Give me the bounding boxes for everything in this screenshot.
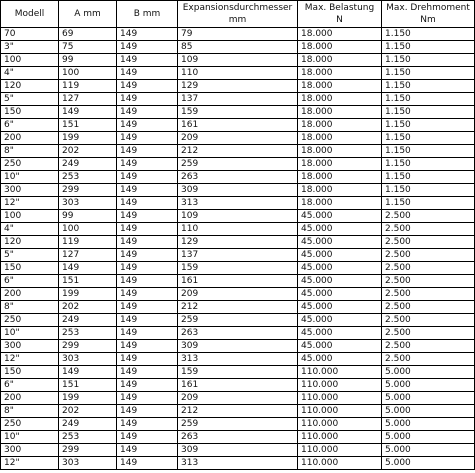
table-row (1, 288, 475, 301)
table-row (1, 405, 475, 418)
a-mm-cell: 119 (59, 236, 117, 249)
table-row (1, 80, 475, 93)
max-load-cell: 18.000 (298, 54, 382, 67)
max-load-cell: 18.000 (298, 145, 382, 158)
max-torque-cell: 2.500 (382, 210, 475, 223)
modell-cell: 300 (1, 340, 59, 353)
modell-cell: 150 (1, 366, 59, 379)
modell-cell: 8" (1, 405, 59, 418)
max-torque-cell: 2.500 (382, 236, 475, 249)
table-row (1, 171, 475, 184)
expansion-diameter-cell: 159 (178, 366, 298, 379)
b-mm-cell: 149 (117, 366, 178, 379)
max-load-cell: 45.000 (298, 353, 382, 366)
table-row (1, 353, 475, 366)
a-mm-cell: 249 (59, 158, 117, 171)
b-mm-cell: 149 (117, 288, 178, 301)
expansion-diameter-cell: 263 (178, 327, 298, 340)
max-torque-cell: 2.500 (382, 314, 475, 327)
expansion-diameter-cell: 137 (178, 249, 298, 262)
a-mm-cell: 100 (59, 223, 117, 236)
b-mm-cell: 149 (117, 431, 178, 444)
max-torque-cell: 5.000 (382, 379, 475, 392)
max-load-cell: 45.000 (298, 314, 382, 327)
modell-cell: 10" (1, 171, 59, 184)
table-row (1, 379, 475, 392)
modell-cell: 150 (1, 106, 59, 119)
header-text: Max. Drehmoment (386, 3, 470, 13)
a-mm-cell: 299 (59, 184, 117, 197)
a-mm-cell: 249 (59, 418, 117, 431)
expansion-diameter-cell: 259 (178, 314, 298, 327)
max-torque-cell: 2.500 (382, 262, 475, 275)
max-load-cell: 110.000 (298, 379, 382, 392)
max-torque-cell: 5.000 (382, 392, 475, 405)
max-load-cell: 45.000 (298, 340, 382, 353)
max-torque-cell: 5.000 (382, 431, 475, 444)
max-load-cell: 18.000 (298, 158, 382, 171)
max-load-cell: 45.000 (298, 288, 382, 301)
max-torque-cell: 1.150 (382, 158, 475, 171)
modell-cell: 250 (1, 158, 59, 171)
max-load-cell: 18.000 (298, 184, 382, 197)
max-load-cell: 110.000 (298, 405, 382, 418)
max-torque-cell: 2.500 (382, 340, 475, 353)
modell-cell: 6" (1, 379, 59, 392)
max-torque-cell: 1.150 (382, 67, 475, 80)
a-mm-cell: 299 (59, 340, 117, 353)
a-mm-cell: 199 (59, 132, 117, 145)
table-row (1, 54, 475, 67)
modell-cell: 300 (1, 184, 59, 197)
table-row (1, 327, 475, 340)
max-load-cell: 45.000 (298, 301, 382, 314)
b-mm-cell: 149 (117, 41, 178, 54)
max-load-cell: 18.000 (298, 28, 382, 41)
max-torque-cell: 1.150 (382, 197, 475, 210)
expansion-diameter-cell: 309 (178, 444, 298, 457)
table-row (1, 28, 475, 41)
header-unit: mm (228, 15, 247, 25)
max-load-cell: 18.000 (298, 67, 382, 80)
a-mm-cell: 151 (59, 275, 117, 288)
max-torque-cell: 1.150 (382, 41, 475, 54)
a-mm-cell: 253 (59, 327, 117, 340)
max-load-cell: 45.000 (298, 210, 382, 223)
max-torque-cell: 1.150 (382, 119, 475, 132)
table-row (1, 41, 475, 54)
expansion-diameter-cell: 209 (178, 132, 298, 145)
modell-cell: 3" (1, 41, 59, 54)
max-torque-cell: 5.000 (382, 444, 475, 457)
table-row (1, 314, 475, 327)
b-mm-cell: 149 (117, 223, 178, 236)
max-load-cell: 18.000 (298, 197, 382, 210)
b-mm-cell: 149 (117, 236, 178, 249)
max-load-cell: 18.000 (298, 80, 382, 93)
expansion-diameter-cell: 263 (178, 171, 298, 184)
header-unit: Nm (420, 15, 436, 25)
modell-cell: 300 (1, 444, 59, 457)
modell-cell: 6" (1, 275, 59, 288)
max-load-cell: 18.000 (298, 93, 382, 106)
table-row (1, 301, 475, 314)
header-text: B mm (133, 9, 161, 19)
max-torque-cell: 1.150 (382, 54, 475, 67)
expansion-diameter-cell: 259 (178, 158, 298, 171)
b-mm-cell: 149 (117, 262, 178, 275)
b-mm-cell: 149 (117, 314, 178, 327)
b-mm-cell: 149 (117, 301, 178, 314)
a-mm-cell: 202 (59, 145, 117, 158)
modell-cell: 5" (1, 93, 59, 106)
b-mm-cell: 149 (117, 197, 178, 210)
table-row (1, 340, 475, 353)
expansion-diameter-cell: 137 (178, 93, 298, 106)
table-row (1, 145, 475, 158)
expansion-diameter-cell: 159 (178, 106, 298, 119)
table-body (1, 28, 475, 470)
table-row (1, 444, 475, 457)
a-mm-cell: 253 (59, 171, 117, 184)
expansion-diameter-cell: 161 (178, 379, 298, 392)
max-load-cell: 110.000 (298, 431, 382, 444)
expansion-diameter-cell: 109 (178, 54, 298, 67)
modell-cell: 120 (1, 236, 59, 249)
header-unit: N (336, 15, 343, 25)
modell-cell: 4" (1, 67, 59, 80)
modell-cell: 10" (1, 431, 59, 444)
b-mm-cell: 149 (117, 132, 178, 145)
a-mm-cell: 75 (59, 41, 117, 54)
table-row (1, 275, 475, 288)
modell-cell: 200 (1, 288, 59, 301)
a-mm-cell: 149 (59, 366, 117, 379)
b-mm-cell: 149 (117, 275, 178, 288)
modell-cell: 12" (1, 457, 59, 470)
modell-cell: 250 (1, 418, 59, 431)
modell-cell: 200 (1, 392, 59, 405)
b-mm-cell: 149 (117, 249, 178, 262)
expansion-diameter-cell: 79 (178, 28, 298, 41)
header-text: Expansionsdurchmesser (182, 3, 293, 13)
expansion-diameter-cell: 313 (178, 457, 298, 470)
a-mm-cell: 119 (59, 80, 117, 93)
header-text: Modell (14, 9, 45, 19)
a-mm-cell: 303 (59, 353, 117, 366)
modell-cell: 250 (1, 314, 59, 327)
expansion-diameter-cell: 209 (178, 288, 298, 301)
a-mm-cell: 99 (59, 210, 117, 223)
max-torque-cell: 1.150 (382, 106, 475, 119)
b-mm-cell: 149 (117, 457, 178, 470)
b-mm-cell: 149 (117, 54, 178, 67)
b-mm-cell: 149 (117, 158, 178, 171)
max-torque-cell: 1.150 (382, 184, 475, 197)
max-load-cell: 18.000 (298, 119, 382, 132)
max-torque-cell: 2.500 (382, 327, 475, 340)
a-mm-cell: 151 (59, 379, 117, 392)
expansion-diameter-cell: 110 (178, 67, 298, 80)
max-load-cell: 110.000 (298, 366, 382, 379)
expansion-diameter-cell: 209 (178, 392, 298, 405)
expansion-diameter-cell: 109 (178, 210, 298, 223)
table-row (1, 223, 475, 236)
b-mm-cell: 149 (117, 145, 178, 158)
column-header-modell (1, 1, 59, 28)
max-torque-cell: 2.500 (382, 301, 475, 314)
max-torque-cell: 1.150 (382, 171, 475, 184)
expansion-diameter-cell: 259 (178, 418, 298, 431)
modell-cell: 70 (1, 28, 59, 41)
modell-cell: 12" (1, 197, 59, 210)
expansion-diameter-cell: 309 (178, 340, 298, 353)
column-header-max-load (298, 1, 382, 28)
a-mm-cell: 303 (59, 457, 117, 470)
b-mm-cell: 149 (117, 405, 178, 418)
a-mm-cell: 100 (59, 67, 117, 80)
b-mm-cell: 149 (117, 67, 178, 80)
b-mm-cell: 149 (117, 353, 178, 366)
max-torque-cell: 2.500 (382, 249, 475, 262)
b-mm-cell: 149 (117, 327, 178, 340)
header-row (1, 1, 475, 28)
table-row (1, 236, 475, 249)
table-row (1, 210, 475, 223)
modell-cell: 120 (1, 80, 59, 93)
table-row (1, 119, 475, 132)
expansion-diameter-cell: 212 (178, 145, 298, 158)
table-row (1, 392, 475, 405)
b-mm-cell: 149 (117, 106, 178, 119)
max-load-cell: 18.000 (298, 41, 382, 54)
table-header (1, 1, 475, 28)
expansion-diameter-cell: 129 (178, 80, 298, 93)
modell-cell: 8" (1, 145, 59, 158)
a-mm-cell: 151 (59, 119, 117, 132)
max-load-cell: 45.000 (298, 236, 382, 249)
table-row (1, 106, 475, 119)
expansion-diameter-cell: 212 (178, 301, 298, 314)
max-torque-cell: 5.000 (382, 366, 475, 379)
expansion-diameter-cell: 313 (178, 197, 298, 210)
max-torque-cell: 1.150 (382, 145, 475, 158)
b-mm-cell: 149 (117, 28, 178, 41)
a-mm-cell: 69 (59, 28, 117, 41)
modell-cell: 10" (1, 327, 59, 340)
modell-cell: 150 (1, 262, 59, 275)
expansion-diameter-cell: 159 (178, 262, 298, 275)
max-load-cell: 18.000 (298, 106, 382, 119)
b-mm-cell: 149 (117, 93, 178, 106)
a-mm-cell: 149 (59, 262, 117, 275)
max-torque-cell: 2.500 (382, 288, 475, 301)
modell-cell: 100 (1, 54, 59, 67)
max-load-cell: 45.000 (298, 327, 382, 340)
max-load-cell: 110.000 (298, 457, 382, 470)
table-row (1, 197, 475, 210)
max-load-cell: 45.000 (298, 249, 382, 262)
max-torque-cell: 5.000 (382, 457, 475, 470)
max-load-cell: 18.000 (298, 171, 382, 184)
table-row (1, 132, 475, 145)
b-mm-cell: 149 (117, 379, 178, 392)
max-torque-cell: 5.000 (382, 405, 475, 418)
header-text: Max. Belastung (304, 3, 375, 13)
max-load-cell: 45.000 (298, 223, 382, 236)
table-row (1, 418, 475, 431)
a-mm-cell: 99 (59, 54, 117, 67)
b-mm-cell: 149 (117, 392, 178, 405)
expansion-diameter-cell: 85 (178, 41, 298, 54)
a-mm-cell: 149 (59, 106, 117, 119)
max-load-cell: 110.000 (298, 444, 382, 457)
max-torque-cell: 1.150 (382, 93, 475, 106)
b-mm-cell: 149 (117, 119, 178, 132)
modell-cell: 6" (1, 119, 59, 132)
table-row (1, 184, 475, 197)
header-text: A mm (74, 9, 101, 19)
expansion-diameter-cell: 263 (178, 431, 298, 444)
a-mm-cell: 199 (59, 392, 117, 405)
b-mm-cell: 149 (117, 340, 178, 353)
a-mm-cell: 299 (59, 444, 117, 457)
expansion-diameter-cell: 161 (178, 119, 298, 132)
table-row (1, 457, 475, 470)
expansion-diameter-cell: 110 (178, 223, 298, 236)
max-load-cell: 18.000 (298, 132, 382, 145)
expansion-diameter-cell: 309 (178, 184, 298, 197)
a-mm-cell: 127 (59, 249, 117, 262)
max-torque-cell: 5.000 (382, 418, 475, 431)
modell-cell: 200 (1, 132, 59, 145)
table-row (1, 249, 475, 262)
b-mm-cell: 149 (117, 418, 178, 431)
max-torque-cell: 1.150 (382, 132, 475, 145)
expansion-diameter-cell: 212 (178, 405, 298, 418)
modell-cell: 8" (1, 301, 59, 314)
modell-cell: 12" (1, 353, 59, 366)
max-load-cell: 45.000 (298, 262, 382, 275)
column-header-expansion-diameter (178, 1, 298, 28)
column-header-b-mm (117, 1, 178, 28)
a-mm-cell: 253 (59, 431, 117, 444)
column-header-a-mm (59, 1, 117, 28)
modell-cell: 5" (1, 249, 59, 262)
table-row (1, 262, 475, 275)
b-mm-cell: 149 (117, 210, 178, 223)
b-mm-cell: 149 (117, 184, 178, 197)
max-torque-cell: 2.500 (382, 223, 475, 236)
table-row (1, 431, 475, 444)
modell-cell: 100 (1, 210, 59, 223)
a-mm-cell: 202 (59, 301, 117, 314)
column-header-max-torque (382, 1, 475, 28)
table-row (1, 93, 475, 106)
max-torque-cell: 1.150 (382, 80, 475, 93)
a-mm-cell: 202 (59, 405, 117, 418)
a-mm-cell: 199 (59, 288, 117, 301)
max-torque-cell: 2.500 (382, 353, 475, 366)
max-load-cell: 45.000 (298, 275, 382, 288)
max-load-cell: 110.000 (298, 418, 382, 431)
expansion-diameter-cell: 129 (178, 236, 298, 249)
expansion-diameter-cell: 161 (178, 275, 298, 288)
table-row (1, 366, 475, 379)
expansion-diameter-cell: 313 (178, 353, 298, 366)
a-mm-cell: 249 (59, 314, 117, 327)
max-torque-cell: 2.500 (382, 275, 475, 288)
table-row (1, 158, 475, 171)
b-mm-cell: 149 (117, 80, 178, 93)
a-mm-cell: 127 (59, 93, 117, 106)
max-load-cell: 110.000 (298, 392, 382, 405)
b-mm-cell: 149 (117, 171, 178, 184)
table-row (1, 67, 475, 80)
modell-cell: 4" (1, 223, 59, 236)
a-mm-cell: 303 (59, 197, 117, 210)
b-mm-cell: 149 (117, 444, 178, 457)
max-torque-cell: 1.150 (382, 28, 475, 41)
